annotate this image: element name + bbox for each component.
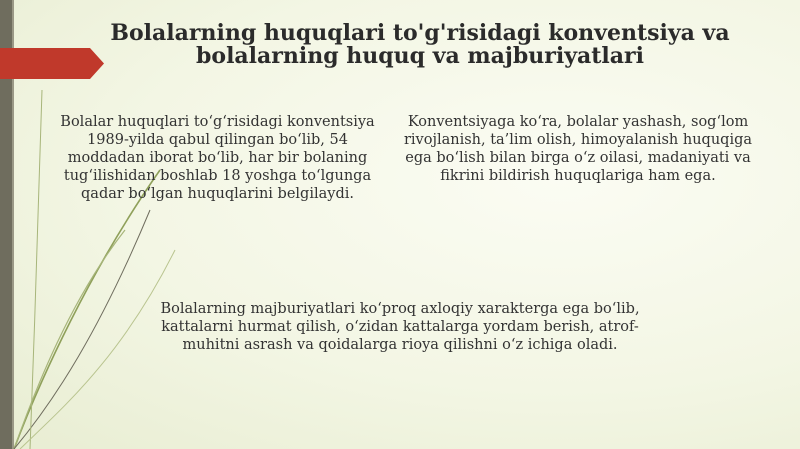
paragraph-duties: Bolalarning majburiyatlari ko‘proq axloqiy xarakterga ega bo‘lib, kattalarni hurmat qilish, o‘zidan kattalarga yordam berish, atrof-muhitni asrash va qoidalarga rioya qilishni o‘z ichiga oladi. — [160, 301, 640, 353]
paragraph-convention: Bolalar huquqlari to‘g‘risidagi konventsiya 1989-yilda qabul qilingan bo‘lib, 54 moddadan iborat bo‘lib, har bir bolaning tug‘ilishidan boshlab 18 yoshga to‘lgunga qadar bo‘lgan huquqlarini belgilaydi. — [60, 114, 375, 202]
paragraph-rights: Konventsiyaga ko‘ra, bolalar yashash, sog‘lom rivojlanish, ta’lim olish, himoyalanish huquqiga ega bo‘lish bilan birga o‘z oilasi, madaniyati va fikrini bildirish huquqlariga ham ega. — [403, 114, 753, 184]
slide-title: Bolalarning huquqlari to'g'risidagi konventsiya va bolalarning huquq va majburiyatlari — [110, 20, 730, 69]
